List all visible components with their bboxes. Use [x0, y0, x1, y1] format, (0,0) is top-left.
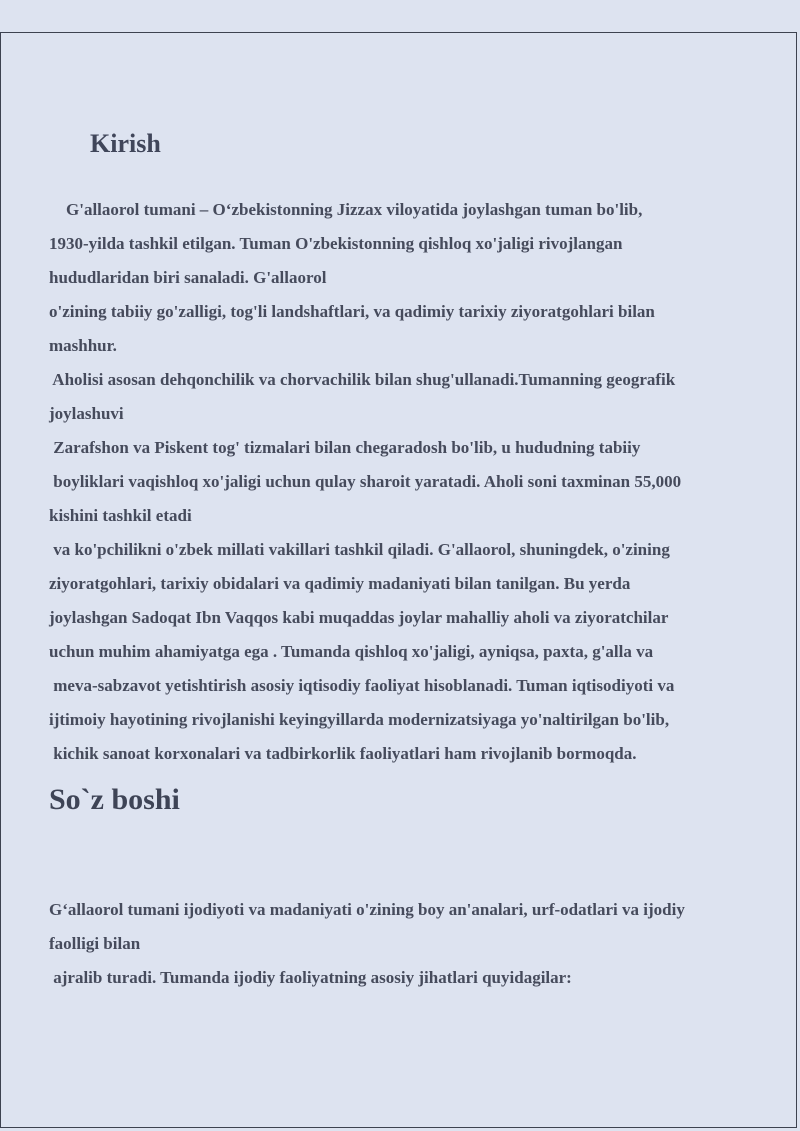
text-line: Aholisi asosan dehqonchilik va chorvachilik bilan shug'ullanadi.Tumanning geografik: [49, 370, 676, 389]
text-line: meva-sabzavot yetishtirish asosiy iqtisodiy faoliyat hisoblanadi. Tuman iqtisodiyoti va: [49, 676, 675, 695]
text-line: o'zining tabiiy go'zalligi, tog'li landshaftlari, va qadimiy tarixiy ziyoratgohlari bilan: [49, 302, 655, 321]
text-line: boyliklari vaqishloq xo'jaligi uchun qulay sharoit yaratadi. Aholi soni taxminan 55,000: [49, 472, 682, 491]
text-line: kishini tashkil etadi: [49, 506, 192, 525]
text-line: hududlaridan biri sanaladi. G'allaorol: [49, 268, 327, 287]
text-line: kichik sanoat korxonalari va tadbirkorlik faoliyatlari ham rivojlanib bormoqda.: [49, 744, 637, 763]
text-line: Zarafshon va Piskent tog' tizmalari bilan chegaradosh bo'lib, u hududning tabiiy: [49, 438, 641, 457]
text-line: faolligi bilan: [49, 934, 141, 953]
text-line: ziyoratgohlari, tarixiy obidalari va qadimiy madaniyati bilan tanilgan. Bu yerda: [49, 574, 631, 593]
text-line: joylashuvi: [49, 404, 124, 423]
text-line: 1930-yilda tashkil etilgan. Tuman O'zbekistonning qishloq xo'jaligi rivojlangan: [49, 234, 623, 253]
text-line: uchun muhim ahamiyatga ega . Tumanda qishloq xo'jaligi, ayniqsa, paxta, g'alla va: [49, 642, 654, 661]
soz-boshi-paragraph: [49, 893, 769, 995]
text-line: ijtimoiy hayotining rivojlanishi keyingyillarda modernizatsiyaga yo'naltirilgan bo'lib,: [49, 710, 670, 729]
section-heading-soz-boshi: So`z boshi: [49, 783, 180, 816]
text-line: G'allaorol tumani – O‘zbekistonning Jizzax viloyatida joylashgan tuman bo'lib,: [49, 200, 643, 219]
section-heading-kirish: Kirish: [90, 129, 161, 158]
text-line: joylashgan Sadoqat Ibn Vaqqos kabi muqaddas joylar mahalliy aholi va ziyoratchilar: [49, 608, 669, 627]
text-line: G‘allaorol tumani ijodiyoti va madaniyati o'zining boy an'analari, urf-odatlari va ijodiy: [49, 900, 685, 919]
text-line: mashhur.: [49, 336, 117, 355]
kirish-paragraph: [49, 193, 769, 771]
text-line: ajralib turadi. Tumanda ijodiy faoliyatning asosiy jihatlari quyidagilar:: [49, 968, 572, 987]
text-line: va ko'pchilikni o'zbek millati vakillari tashkil qiladi. G'allaorol, shuningdek, o'zining: [49, 540, 670, 559]
